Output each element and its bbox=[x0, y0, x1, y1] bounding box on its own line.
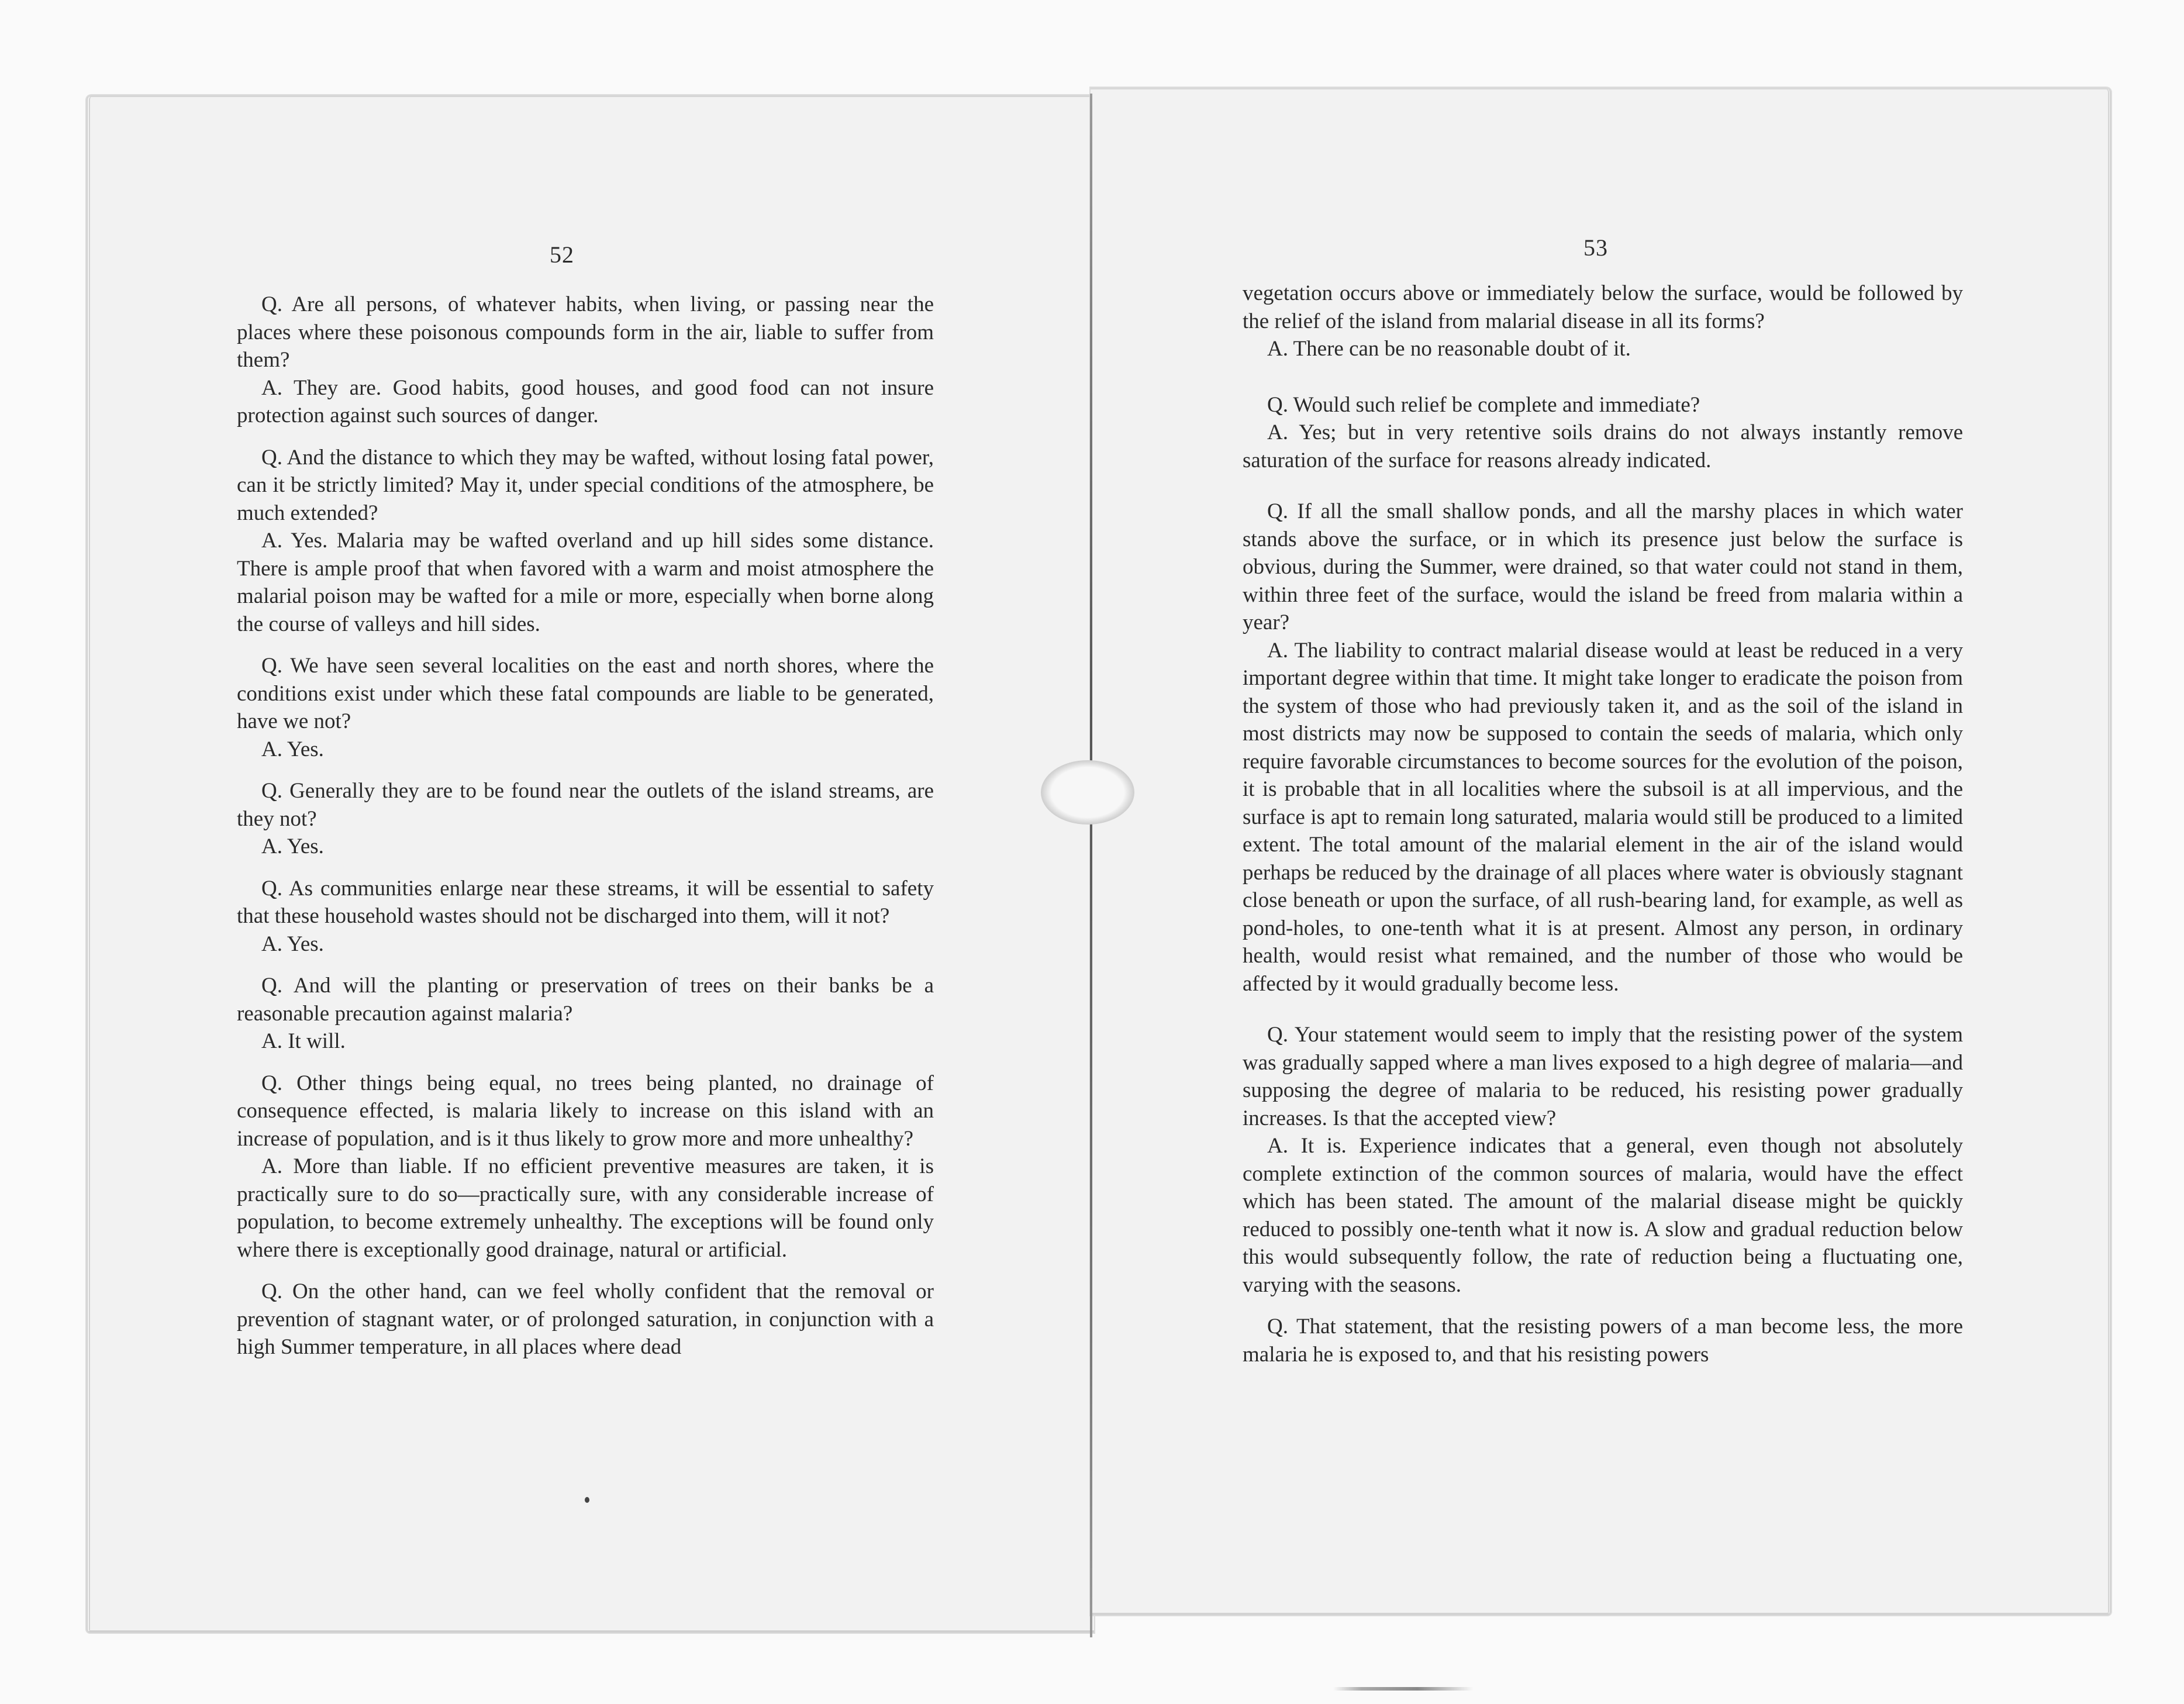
answer: A. More than liable. If no efficient preventive measures are taken, it is practically sure to do so—practically sure, with any considerable increase of population, to become extremely unhealthy. The exceptions will be found only where there is exceptionally good drainage, natural or artificial. bbox=[237, 1154, 934, 1262]
qa-block bbox=[237, 972, 934, 1055]
answer: A. There can be no reasonable doubt of it. bbox=[1267, 337, 1631, 361]
answer: A. Yes. Malaria may be wafted overland and up hill sides some distance. There is ample proof that when favored with a warm and moist atmosphere the malarial poison may be wafted for a mile or more, especially when borne along the course of valleys and hill sides. bbox=[237, 529, 934, 636]
answer: A. They are. Good habits, good houses, and good food can not insure protection against such sources of danger. bbox=[237, 375, 934, 427]
qa-block bbox=[237, 1278, 934, 1361]
qa-block bbox=[237, 444, 934, 639]
question: Q. And will the planting or preservation of trees on their banks be a reasonable precaution against malaria? bbox=[237, 974, 934, 1026]
qa-block bbox=[237, 777, 934, 861]
question: Q. Other things being equal, no trees being planted, no drainage of consequence effected, is malaria likely to increase on this island with an increase of population, and is it thus likely to grow more and more unhealthy? bbox=[237, 1071, 934, 1151]
page-number-right: 53 bbox=[1583, 234, 1608, 261]
answer: A. It will. bbox=[261, 1029, 346, 1053]
book-gutter bbox=[1090, 94, 1092, 1637]
answer: A. It is. Experience indicates that a general, even though not absolutely complete extinction of the common sources of malaria, would have the effect which has been stated. The amount of the malarial disease might be quickly reduced to possibly one-tenth what it now is. A slow and gradual reduction below this would subsequently follow, the rate of reduction being a fluctuating one, varying with the seasons. bbox=[1243, 1134, 1963, 1297]
question: Q. Generally they are to be found near the outlets of the island streams, are they not? bbox=[237, 779, 934, 831]
answer: A. Yes. bbox=[261, 932, 324, 956]
question: Q. Are all persons, of whatever habits, when living, or passing near the places where these poisonous compounds form in the air, liable to suffer from them? bbox=[237, 292, 934, 372]
qa-block bbox=[237, 875, 934, 958]
qa-block bbox=[237, 1070, 934, 1264]
left-text-column bbox=[237, 291, 934, 1375]
question: Q. Would such relief be complete and immediate? bbox=[1267, 392, 1700, 417]
answer: A. Yes. bbox=[261, 834, 324, 858]
page-number-left: 52 bbox=[550, 242, 574, 268]
question: Q. Your statement would seem to imply that the resisting power of the system was gradually sapped where a man lives exposed to a high degree of malaria—and supposing the degree of malaria to be reduced, his resisting power gradually increases. Is that the accepted view? bbox=[1243, 1023, 1963, 1130]
right-text-column bbox=[1243, 280, 1963, 1382]
question-continuation: vegetation occurs above or immediately below the surface, would be followed by the relief of the island from malarial disease in all its forms? bbox=[1243, 281, 1963, 333]
answer: A. The liability to contract malarial disease would at least be reduced in a very important degree within that time. It might take longer to eradicate the poison from the system of those who had previously taken it, and as the soil of the island in most districts may now be supposed to contain the seeds of malaria, which only require favorable circumstances to become sources for the evolution of the poison, it is probable that in all localities where the subsoil is at all impervious, and the surface is apt to remain long saturated, malaria would still be produced to a limited extent. The total amount of the malarial element in the air of the island would perhaps be reduced by the drainage of all places where water is obviously stagnant close beneath or upon the surface, of all rush-bearing land, for example, as well as pond-holes, to one-tenth what it is at present. Almost any person, in ordinary health, would resist what remained, and the number of those who would be affected by it would gradually become less. bbox=[1243, 638, 1963, 996]
qa-block-continued bbox=[1243, 280, 1963, 363]
question: Q. As communities enlarge near these streams, it will be essential to safety that these household wastes should not be discharged into them, will it not? bbox=[237, 876, 934, 928]
qa-block bbox=[1243, 1021, 1963, 1299]
binding-tear bbox=[1041, 760, 1134, 825]
answer: A. Yes; but in very retentive soils drains do not always instantly remove saturation of the surface for reasons already indicated. bbox=[1243, 420, 1963, 472]
question: Q. On the other hand, can we feel wholly confident that the removal or prevention of stagnant water, or of prolonged saturation, in conjunction with a high Summer temperature, in all places where dead bbox=[237, 1279, 934, 1359]
qa-block bbox=[1243, 391, 1963, 475]
question: Q. And the distance to which they may be wafted, without losing fatal power, can it be strictly limited? May it, under special conditions of the atmosphere, be much extended? bbox=[237, 445, 934, 525]
question: Q. That statement, that the resisting powers of a man become less, the more malaria he is exposed to, and that his resisting powers bbox=[1243, 1315, 1963, 1367]
scan-edge-mark bbox=[1333, 1687, 1474, 1691]
qa-block bbox=[237, 291, 934, 430]
ink-speck bbox=[585, 1497, 589, 1503]
answer: A. Yes. bbox=[261, 737, 324, 761]
question: Q. We have seen several localities on the east and north shores, where the conditions exist under which these fatal compounds are liable to be generated, have we not? bbox=[237, 654, 934, 733]
qa-block bbox=[237, 652, 934, 763]
qa-block bbox=[1243, 498, 1963, 998]
qa-block bbox=[1243, 1313, 1963, 1368]
question: Q. If all the small shallow ponds, and all the marshy places in which water stands above the surface, or in which its presence just below the surface is obvious, during the Summer, were drained, so that water could not stand in them, within three feet of the surface, would the island be freed from malaria within a year? bbox=[1243, 499, 1963, 634]
